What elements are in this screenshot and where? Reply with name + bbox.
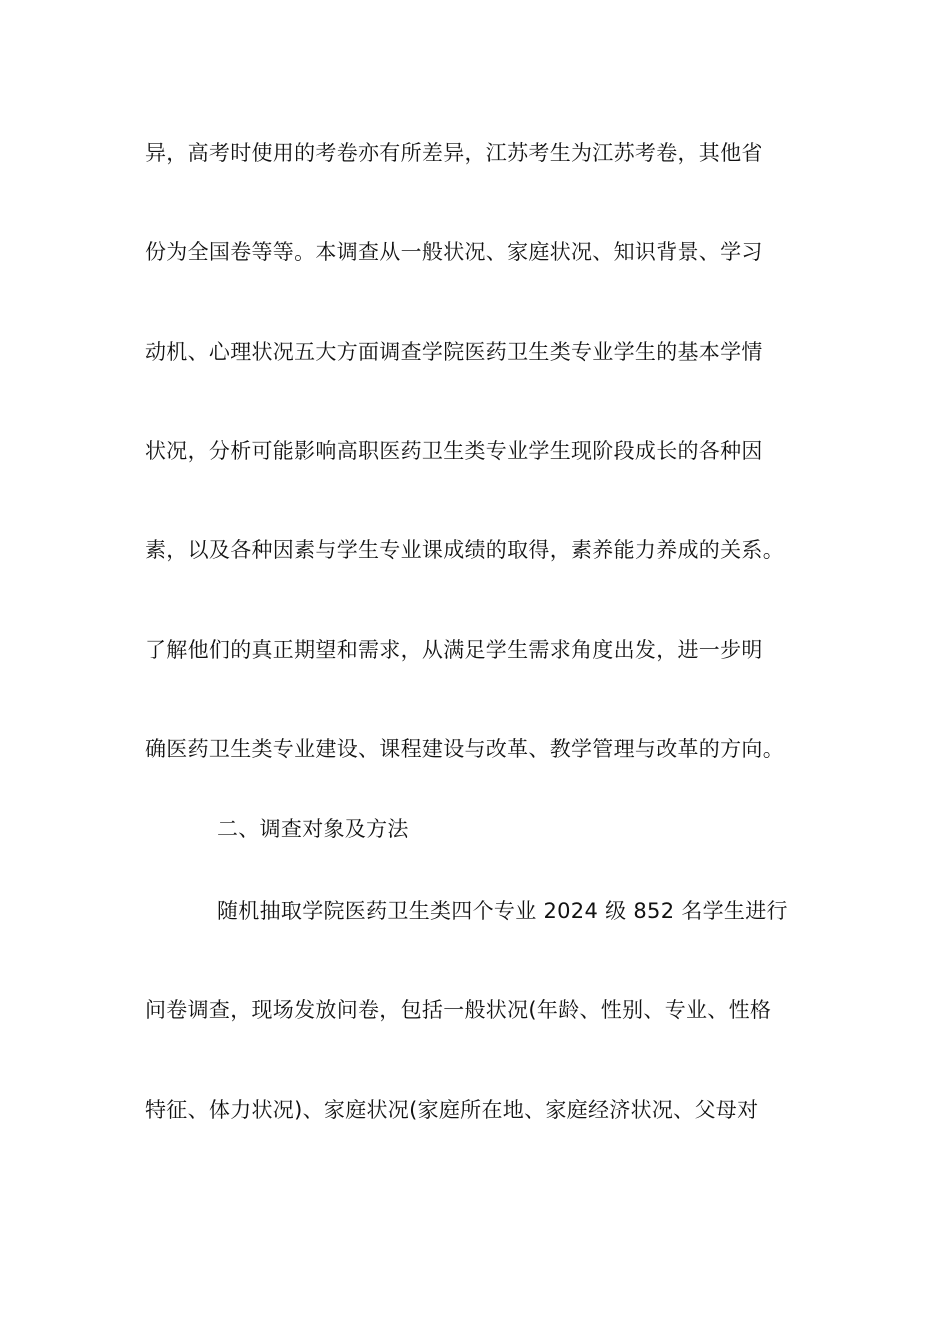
paragraph-line: 随机抽取学院医药卫生类四个专业 2024 级 852 名学生进行	[217, 899, 788, 923]
section-heading: 二、调查对象及方法	[217, 817, 409, 841]
paragraph-line: 问卷调查，现场发放问卷，包括一般状况(年龄、性别、专业、性格	[145, 998, 772, 1022]
paragraph-line: 素，以及各种因素与学生专业课成绩的取得，素养能力养成的关系。	[145, 538, 784, 562]
paragraph-line: 异，高考时使用的考卷亦有所差异，江苏考生为江苏考卷，其他省	[145, 141, 763, 165]
paragraph-line: 确医药卫生类专业建设、课程建设与改革、教学管理与改革的方向。	[145, 737, 784, 761]
paragraph-line: 动机、心理状况五大方面调查学院医药卫生类专业学生的基本学情	[145, 340, 763, 364]
paragraph-line: 份为全国卷等等。本调查从一般状况、家庭状况、知识背景、学习	[145, 240, 763, 264]
paragraph-line: 状况，分析可能影响高职医药卫生类专业学生现阶段成长的各种因	[145, 439, 763, 463]
paragraph-line: 特征、体力状况)、家庭状况(家庭所在地、家庭经济状况、父母对	[145, 1098, 759, 1122]
paragraph-line: 了解他们的真正期望和需求，从满足学生需求角度出发，进一步明	[145, 638, 763, 662]
